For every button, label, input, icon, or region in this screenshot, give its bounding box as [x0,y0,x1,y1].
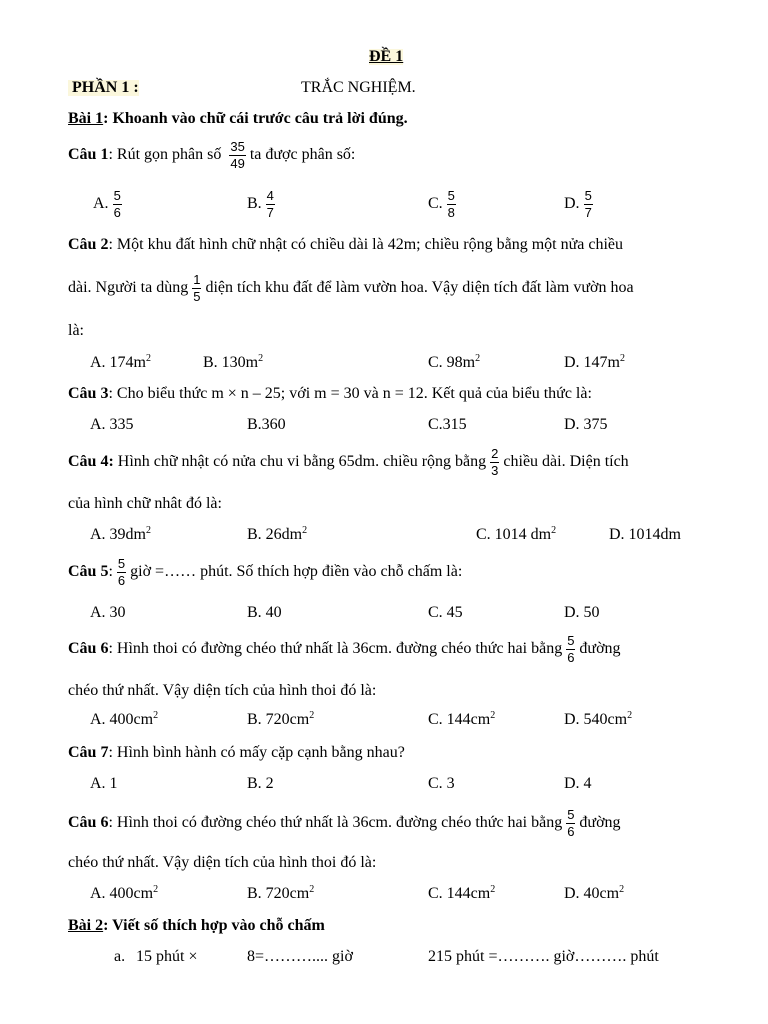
q3-label: Câu 3 [68,385,109,402]
q7-text: : Hình bình hành có mấy cặp cạnh bằng nhau? [108,744,405,761]
option-text: C. 144cm [428,885,491,902]
option-text: A. 39dm [90,526,146,543]
option-text: C. 98m [428,354,476,371]
q6-fraction [566,634,575,664]
frac-den: 7 [584,204,592,220]
q6b-fraction [566,808,575,838]
q4-stem-line1 [68,447,629,477]
q4-option-c[interactable] [476,527,556,543]
bai1-label: Bài 1 [68,110,104,127]
q1-option-a[interactable] [93,189,126,219]
q2-text-line1: : Một khu đất hình chữ nhật có chiều dài là 42m; chiều rộng bằng một nửa chiều [108,236,624,253]
q2-stem-line3: là: [68,322,84,339]
option-text: A. 400cm [90,711,154,728]
q6b-text-after: đường [579,813,621,831]
q5-frac-den: 6 [117,572,126,588]
option-sup: 2 [475,353,481,364]
option-sup: 2 [153,884,159,895]
option-sup: 2 [258,353,264,364]
option-letter: B. [247,194,262,212]
q5-label: Câu 5 [68,562,109,580]
q6-text-after: đường [579,639,621,657]
q2-option-d[interactable] [564,355,625,371]
q3-text: : Cho biểu thức m × n – 25; với m = 30 và n = 12. Kết quả của biểu thức là: [108,385,592,402]
q2-text-after: diện tích khu đất để làm vườn hoa. Vậy diện tích đất làm vườn hoa [205,278,634,296]
q2-stem-line2 [68,273,634,303]
q1-text-after: ta được phân số: [249,145,356,163]
q6b-option-b[interactable] [247,886,314,902]
q5-colon: : [108,562,113,580]
q1-option-d[interactable] [564,189,597,219]
q4-text-after: chiều dài. Diện tích [503,452,629,470]
q6b-option-c[interactable] [428,886,495,902]
option-text: A. 400cm [90,885,154,902]
q6-text-before: : Hình thoi có đường chéo thứ nhất là 36cm. đường chéo thức hai bằng [108,639,563,657]
option-letter: A. [93,194,109,212]
option-text: B. 720cm [247,885,310,902]
q2-label: Câu 2 [68,236,109,253]
q4-label: Câu 4: [68,452,114,470]
q4-frac-den: 3 [491,462,499,478]
q7-option-c[interactable]: C. 3 [428,775,455,792]
option-fraction [447,189,456,219]
bai2-item-a-blank-time[interactable]: 215 phút =………. giờ………. phút [428,948,659,965]
q4-fraction [490,447,499,477]
part-label: PHẦN 1 : [68,80,139,96]
q7-option-a[interactable]: A. 1 [90,775,118,792]
q3-option-a[interactable]: A. 335 [90,416,134,433]
q1-label: Câu 1 [68,145,109,163]
q6-stem-line2: chéo thứ nhất. Vậy diện tích của hình thoi đó là: [68,682,377,699]
q5-frac-num: 5 [117,556,126,571]
bai2-text: : Viết số thích hợp vào chỗ chấm [103,917,325,934]
q7-label: Câu 7 [68,744,109,761]
option-text: B. 130m [203,354,259,371]
q7-option-b[interactable]: B. 2 [247,775,274,792]
q2-option-c[interactable] [428,355,480,371]
option-text: B. 720cm [247,711,310,728]
q5-option-b[interactable]: B. 40 [247,604,282,621]
option-text: D. 1014dm [609,526,681,543]
bai2-item-a-letter: a. [114,948,126,965]
option-sup: 2 [146,525,151,536]
q6b-label: Câu 6 [68,813,109,831]
option-sup: 2 [551,525,557,536]
option-fraction [584,189,593,219]
bai2-item-a-blank-hours[interactable]: 8=……….... giờ [247,948,353,965]
q5-stem [68,557,462,587]
q4-text-before: Hình chữ nhật có nửa chu vi bằng 65dm. chiều rộng bằng [113,452,487,470]
q2-text-before: dài. Người ta dùng [68,278,189,296]
frac-num: 5 [113,188,121,203]
q2-fraction [192,273,201,303]
q6b-stem-line1 [68,808,621,838]
q6-option-b[interactable] [247,712,314,728]
bai1-heading [68,111,408,127]
option-text: C. 1014 dm [476,526,552,543]
q6-stem-line1 [68,634,621,664]
frac-num: 5 [447,188,455,203]
option-text: D. 147m [564,354,620,371]
option-fraction [113,189,122,219]
q2-frac-den: 5 [193,288,201,304]
q2-frac-num: 1 [193,272,201,287]
option-sup: 2 [309,710,315,721]
q6-frac-den: 6 [567,649,575,665]
q6b-stem-line2: chéo thứ nhất. Vậy diện tích của hình thoi đó là: [68,854,377,871]
q5-option-a[interactable]: A. 30 [90,604,126,621]
q6b-frac-num: 5 [567,807,575,822]
frac-den: 6 [113,204,121,220]
option-text: D. 540cm [564,711,628,728]
bai2-label: Bài 2 [68,917,104,934]
q6b-text-before: : Hình thoi có đường chéo thứ nhất là 36cm. đường chéo thức hai bằng [108,813,563,831]
option-text: A. 174m [90,354,146,371]
option-text: C. 144cm [428,711,491,728]
q5-fraction [117,557,126,587]
q7-option-d[interactable]: D. 4 [564,775,592,792]
q4-option-b[interactable] [247,527,307,543]
q2-option-b[interactable] [203,355,263,371]
option-fraction [266,189,275,219]
q5-text-after: giờ =…… phút. Số thích hợp điền vào chỗ chấm là: [130,562,463,580]
q1-fraction [229,140,245,170]
q4-option-d[interactable] [609,527,681,543]
q6b-option-a[interactable] [90,886,158,902]
q5-option-d[interactable]: D. 50 [564,604,600,621]
page-title: ĐỀ 1 [369,48,404,65]
q6-option-c[interactable] [428,712,495,728]
frac-den: 8 [447,204,455,220]
bai2-heading [68,918,325,934]
q1-stem [68,140,355,170]
q5-option-c[interactable]: C. 45 [428,604,463,621]
q1-frac-den: 49 [230,155,245,171]
option-sup: 2 [620,353,625,364]
q2-option-a[interactable] [90,355,151,371]
bai1-text: : Khoanh vào chữ cái trước câu trả lời đúng. [103,110,408,127]
q4-option-a[interactable] [90,527,151,543]
q3-option-c[interactable]: C.315 [428,416,467,433]
option-sup: 2 [153,710,159,721]
option-sup: 2 [302,525,308,536]
q4-stem-line2: của hình chữ nhât đó là: [68,495,222,512]
bai2-item-a-left: 15 phút × [136,948,198,965]
option-letter: D. [564,194,580,212]
option-letter: C. [428,194,443,212]
q6-label: Câu 6 [68,639,109,657]
frac-num: 5 [584,188,592,203]
frac-den: 7 [266,204,274,220]
part-title: TRẮC NGHIỆM. [301,79,416,96]
q7-stem [68,745,405,761]
q1-frac-num: 35 [230,139,245,154]
q3-stem [68,386,592,402]
option-sup: 2 [309,884,315,895]
option-sup: 2 [490,710,496,721]
option-text: D. 40cm [564,885,620,902]
option-text: B. 26dm [247,526,303,543]
q3-option-d[interactable]: D. 375 [564,416,608,433]
option-sup: 2 [619,884,625,895]
q1-text-before: : Rút gọn phân số [108,145,222,163]
option-sup: 2 [627,710,633,721]
q6b-frac-den: 6 [567,823,575,839]
option-sup: 2 [490,884,496,895]
q1-option-c[interactable] [428,189,460,219]
q6-option-a[interactable] [90,712,158,728]
q6b-option-d[interactable] [564,886,624,902]
option-sup: 2 [146,353,151,364]
q2-stem-line1 [68,237,623,253]
q3-option-b[interactable]: B.360 [247,416,286,433]
q6-frac-num: 5 [567,633,575,648]
frac-num: 4 [266,188,274,203]
q4-frac-num: 2 [491,446,499,461]
q1-option-b[interactable] [247,189,279,219]
q6-option-d[interactable] [564,712,632,728]
